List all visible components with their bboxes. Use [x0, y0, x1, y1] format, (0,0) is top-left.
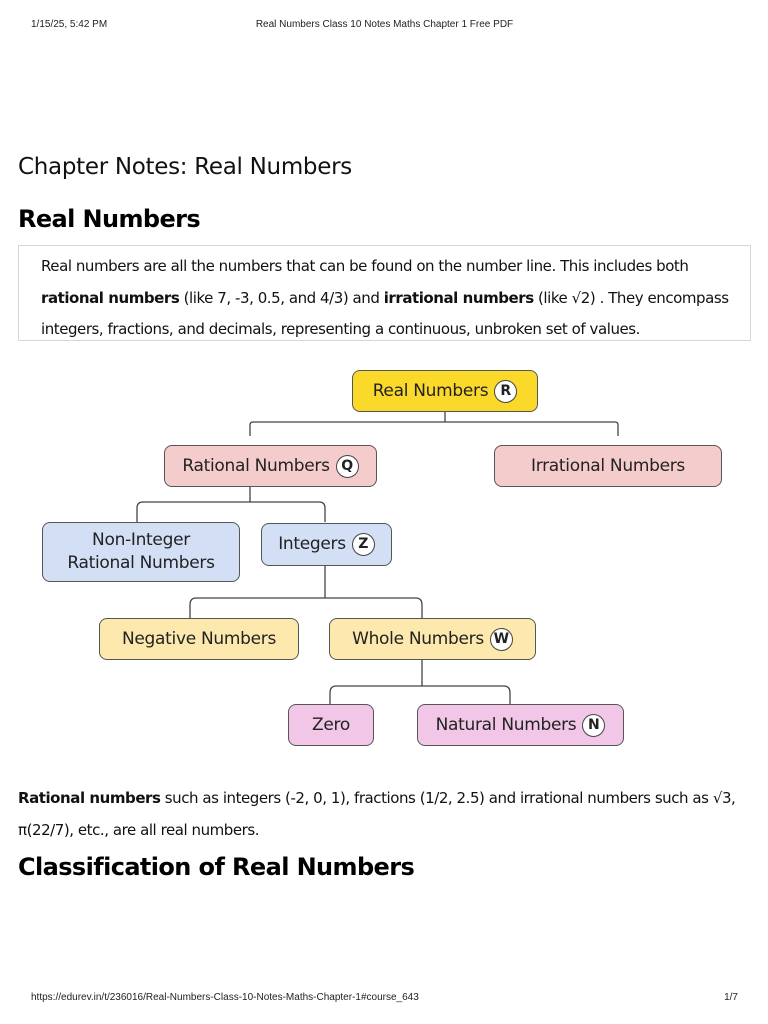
badge-w: W	[490, 628, 513, 651]
definition-bold-irrational: irrational numbers	[383, 288, 534, 307]
definition-text	[41, 251, 742, 346]
section-heading-real-numbers: Real Numbers	[18, 205, 201, 233]
definition-text-part: Real numbers are all the numbers that can be found on the number line. This includes both	[41, 257, 689, 275]
print-datetime: 1/15/25, 5:42 PM	[31, 19, 108, 30]
badge-n: N	[582, 714, 605, 737]
definition-bold-rational: rational numbers	[41, 288, 180, 307]
node-integers-label: Integers	[278, 534, 346, 554]
node-non-integer-line2: Rational Numbers	[67, 553, 215, 573]
node-integers	[261, 523, 392, 566]
node-rational-numbers-label: Rational Numbers	[182, 455, 330, 476]
badge-r: R	[494, 380, 517, 403]
chapter-title: Chapter Notes: Real Numbers	[18, 154, 352, 180]
connector-integers-children	[190, 598, 422, 618]
node-irrational-numbers	[494, 445, 722, 487]
definition-text-part: (like √2) . They encompass integers, fractions, and decimals, representing a continuous, unbroken set of values.	[41, 288, 729, 338]
node-whole-numbers	[329, 618, 536, 660]
node-rational-numbers	[164, 445, 377, 487]
connector-rational-children	[137, 502, 325, 522]
node-real-numbers	[352, 370, 538, 412]
paragraph-text: such as integers (-2, 0, 1), fractions (1/2, 2.5) and irrational numbers such as √3, π(22/7), etc., are all real numbers.	[18, 789, 736, 839]
node-negative-numbers-label: Negative Numbers	[121, 628, 277, 649]
print-page-number: 1/7	[724, 992, 738, 1003]
section-heading-classification: Classification of Real Numbers	[18, 853, 415, 881]
node-natural-numbers-label: Natural Numbers	[435, 714, 577, 735]
definition-text-part: (like 7, -3, 0.5, and 4/3) and	[179, 288, 384, 307]
node-non-integer-line1: Non-Integer	[92, 530, 190, 550]
node-zero	[288, 704, 374, 746]
node-real-numbers-label: Real Numbers	[372, 380, 489, 401]
node-non-integer-rational	[42, 522, 240, 582]
definition-box	[18, 245, 751, 341]
node-natural-numbers	[417, 704, 624, 746]
node-negative-numbers	[99, 618, 299, 660]
paragraph-bold-rational: Rational numbers	[18, 789, 161, 807]
node-irrational-numbers-label: Irrational Numbers	[531, 455, 685, 476]
real-numbers-hierarchy-diagram	[0, 360, 768, 755]
node-zero-label: Zero	[312, 714, 350, 735]
connector-whole-children	[330, 686, 510, 704]
badge-z: Z	[352, 533, 375, 556]
print-footer	[31, 992, 738, 1006]
badge-q: Q	[336, 455, 359, 478]
print-doc-title: Real Numbers Class 10 Notes Maths Chapter 1 Free PDF	[255, 19, 514, 30]
print-footer-url: https://edurev.in/t/236016/Real-Numbers-Class-10-Notes-Maths-Chapter-1#course_643	[31, 992, 419, 1003]
node-whole-numbers-label: Whole Numbers	[352, 628, 484, 649]
rational-examples-paragraph	[18, 783, 748, 846]
print-header	[31, 19, 738, 33]
connector-real-children	[250, 422, 618, 436]
